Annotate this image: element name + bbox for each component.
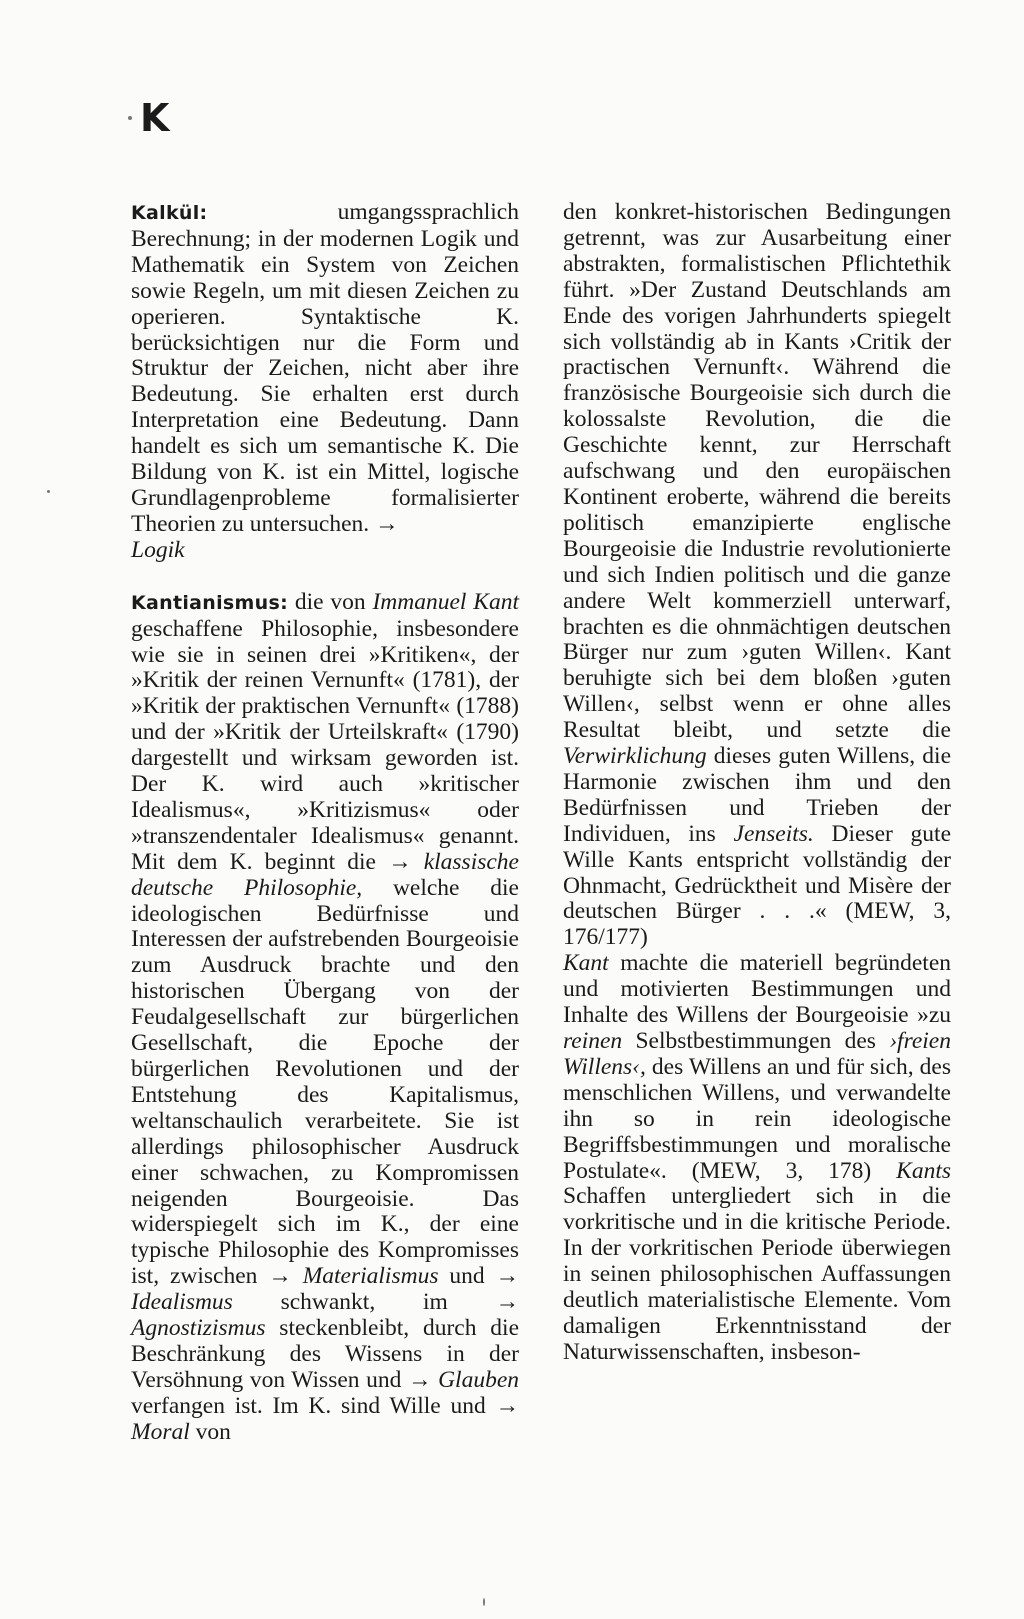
cross-reference-arrow-icon: → [495,1289,519,1316]
entry-kantianismus [131,590,519,1446]
entry-text: schwankt, im [232,1289,496,1316]
bottom-speck-dot [483,1598,485,1606]
right-column [563,200,951,1366]
entry-text: von [189,1418,231,1445]
headword-kalkuel: Kalkül: [131,202,208,224]
xref-moral[interactable]: Moral [131,1418,190,1445]
entry-text: die von [287,588,373,615]
entry-text: geschaffene Philosophie, insbesondere wie sie in seinen drei »Kritiken«, der »Kritik der reinen Vernunft« (1781), der »Kritik der praktischen Vernunft« (1788) und der »Kritik der Urteilskraft« (1790) dargestellt und wirksam geworden ist. Der K. wird auch »kritischer Idealismus«, »Kritizismus« oder »transzendentaler Idealismus« genannt. Mit dem K. beginnt die [131,615,519,875]
margin-speck-dot [47,490,50,493]
entry-text: Schaffen untergliedert sich in die vorkritische und in die kritische Periode. In der vorkritischen Periode überwiegen in seinen philosophischen Auffassungen deutlich materialistische Elemente. Vom damaligen Erkenntnisstand der Naturwissenschaften, insbeson- [563,1183,951,1365]
cross-reference-arrow-icon: → [375,510,399,537]
entry-kalkuel [131,200,519,564]
xref-materialismus[interactable]: Materialismus [302,1263,439,1290]
quote-verwirklichung: Verwirklichung [563,743,707,770]
entry-kantianismus-continued [563,200,951,1366]
name-immanuel-kant: Immanuel Kant [372,588,519,615]
cross-reference-arrow-icon: → [268,1263,292,1290]
left-column [131,200,519,1446]
entry-text: verfangen ist. Im K. sind Wille und [131,1392,496,1419]
name-kant: Kant [563,950,609,977]
quote-jenseits: Jenseits. [733,820,814,847]
xref-logik[interactable]: Logik [131,536,185,563]
entry-text: und [438,1263,496,1290]
entry-text: welche die ideologischen Bedürfnisse und Interessen der aufstrebenden Bourgeoisie zum Ausdruck brachte und den historischen Übergang von der Feudalgesellschaft zur bürgerlichen Gesellschaft, die Epoche der bürgerlichen Revolutionen und der Entstehung des Kapitalismus, weltanschaulich verarbeitete. Sie ist allerdings philosophischer Ausdruck einer schwachen, zu Kompromissen neigenden Bourgeoisie. Das widerspiegelt sich im K., der eine typische Philosophie des Kompromisses ist, zwischen [131,874,519,1290]
entry-text: umgangssprachlich Berechnung; in der modernen Logik und Mathematik ein System von Zeichen sowie Regeln, um mit diesen Zeichen zu operieren. Syntaktische K. berücksichtigen nur die Form und Struktur der Zeichen, nicht aber ihre Bedeutung. Sie erhalten erst durch Interpretation eine Bedeutung. Dann handelt es sich um semantische K. Die Bildung von K. ist ein Mittel, logische Grundlagenprobleme formalisierter Theorien zu untersuchen. [131,199,519,537]
xref-agnostizismus[interactable]: Agnostizismus [131,1315,266,1342]
xref-idealismus[interactable]: Idealismus [131,1289,233,1316]
entry-text: dieses guten Willens, die Harmonie zwischen ihm und den Bedürfnissen und Trieben der Individuen, ins [563,743,951,847]
cross-reference-arrow-icon: → [407,1366,432,1393]
section-letter: K [140,96,169,140]
margin-speck-dot [128,116,132,120]
cross-reference-arrow-icon: → [495,1392,519,1419]
entry-text: Dieser gute Wille Kants entspricht vollständig der Ohnmacht, Gedrücktheit und Misère der deutschen Bürger . . .« (MEW, 3, 176/177) [563,820,951,951]
xref-glauben[interactable]: Glauben [438,1366,519,1393]
entry-text: steckenbleibt, durch die Beschränkung des Wissens in der Versöhnung von Wissen und [131,1315,519,1393]
entry-text: Selbstbestimmungen des [622,1028,890,1054]
xref-klassische-deutsche-philosophie[interactable]: klassische deutsche Philosophie, [131,848,519,901]
headword-kantianismus: Kantianismus: [131,591,288,614]
cross-reference-arrow-icon: → [495,1263,519,1290]
quote-freien-willens: ›freien Willens‹, [563,1028,951,1080]
quote-reinen: reinen [563,1028,623,1054]
entry-text: des Willens an und für sich, des menschlichen Willens, und verwandelte ihn so in rein ideologische Begriffsbestimmungen und moralische Postulate«. (MEW, 3, 178) [563,1053,951,1184]
cross-reference-arrow-icon: → [388,848,412,875]
name-kants: Kants [896,1157,951,1184]
entry-text: machte die materiell begründeten und motivierten Bestimmungen und Inhalte des Willens der Bourgeoisie »zu [563,950,951,1029]
entry-text: den konkret-historischen Bedingungen getrennt, was zur Ausarbeitung einer abstrakten, formalistischen Pflichtethik führt. »Der Zustand Deutschlands am Ende des vorigen Jahrhunderts spiegelt sich vollständig ab in Kants ›Critik der practischen Vernunft‹. Während die französische Bourgeoisie sich durch die kolossalste Revolution, die die Geschichte kennt, zur Herrschaft aufschwang und den europäischen Kontinent eroberte, während die bereits politisch emanzipierte englische Bourgeoisie die Industrie revolutionierte und sich Indien politisch und die ganze andere Welt kommerziell unterwarf, brachten es die ohnmächtigen deutschen Bürger nur zum ›guten Willen‹. Kant beruhigte sich bei dem bloßen ›guten Willen‹, selbst wenn er ohne alles Resultat bleibt, und setzte die [563,199,951,744]
